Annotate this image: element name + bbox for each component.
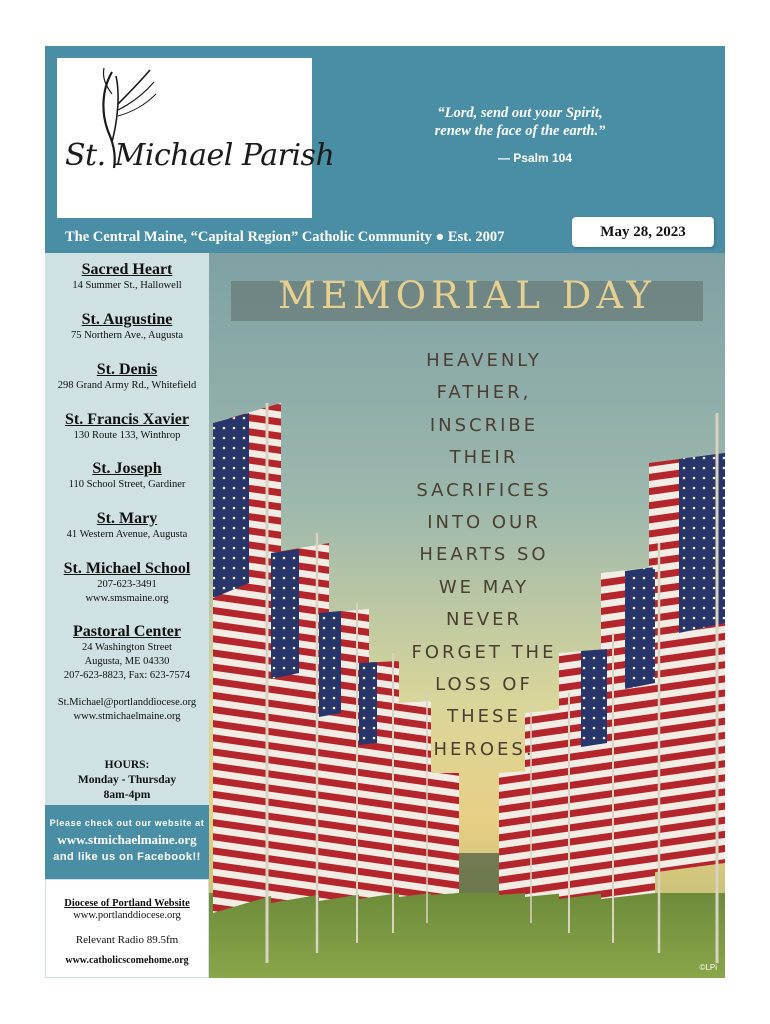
pastoral-center-street: 24 Washington Street (82, 642, 172, 653)
church-address: 14 Summer St., Hallowell (72, 280, 182, 291)
sidebar (45, 253, 209, 978)
pastoral-center-city: Augusta, ME 04330 (84, 656, 170, 667)
pastoral-center-email: St.Michael@portlanddiocese.org (57, 697, 197, 708)
related-links (45, 879, 209, 978)
logo-wordmark: St. Michael Parish (65, 138, 335, 173)
prayer-line: HEARTS SO (419, 544, 549, 566)
image-credit: ©LPi (699, 963, 717, 972)
poster-title: MEMORIAL DAY (278, 274, 656, 317)
website-link[interactable]: www.stmichaelmaine.org (57, 832, 197, 847)
prayer-line: THEIR (449, 447, 519, 469)
facebook-note: and like us on Facebook!! (53, 851, 201, 863)
church-name: Sacred Heart (81, 261, 173, 278)
prayer-line: FATHER, (436, 382, 532, 404)
prayer-line: WE MAY (438, 576, 530, 598)
church-name: St. Francis Xavier (65, 411, 189, 428)
prayer-line: INTO OUR (427, 512, 541, 534)
quote-source: — Psalm 104 (497, 151, 573, 165)
quote-line: renew the face of the earth.” (434, 123, 606, 139)
church-address: 130 Route 133, Winthrop (73, 430, 181, 441)
quote-line: “Lord, send out your Spirit, (437, 105, 603, 121)
hours-days: Monday - Thursday (77, 774, 177, 786)
hours-label: HOURS: (104, 759, 150, 771)
memorial-prayer (369, 345, 599, 766)
church-entry (45, 509, 209, 542)
school-name: St. Michael School (63, 560, 191, 577)
prayer-line: HEROES. (433, 738, 535, 760)
hours-time: 8am-4pm (103, 789, 151, 801)
prayer-line: HEAVENLY (426, 350, 542, 371)
header-band (45, 46, 725, 253)
church-address: 75 Northern Ave., Augusta (70, 330, 184, 341)
parish-tagline: The Central Maine, “Capital Region” Catholic Community ● Est. 2007 (65, 229, 505, 245)
pastoral-center-name: Pastoral Center (73, 623, 181, 640)
church-name: St. Joseph (92, 460, 162, 477)
prayer-line: INSCRIBE (429, 414, 539, 436)
radio-station: Relevant Radio 89.5fm (75, 934, 179, 946)
church-name: St. Denis (96, 361, 158, 378)
church-entry (45, 459, 209, 492)
parish-logo (57, 58, 335, 218)
prayer-line: FORGET THE (411, 641, 557, 663)
church-entry (45, 260, 209, 293)
church-entry (45, 410, 209, 443)
bulletin-date: May 28, 2023 (572, 217, 714, 247)
school-website: www.smsmaine.org (85, 593, 169, 604)
pastoral-center-phone: 207-623-8823, Fax: 623-7574 (63, 670, 191, 681)
office-hours (45, 758, 209, 803)
school-entry (45, 559, 209, 606)
website-intro: Please check out our website at (49, 818, 205, 828)
prayer-line: LOSS OF (435, 674, 533, 696)
catholics-come-home-link[interactable]: www.catholicscomehome.org (65, 955, 189, 966)
pastoral-center-website: www.stmichaelmaine.org (73, 711, 181, 722)
website-callout (45, 805, 209, 879)
diocese-title: Diocese of Portland Website (64, 898, 190, 909)
church-name: St. Mary (96, 510, 158, 527)
prayer-line: SACRIFICES (416, 479, 552, 501)
church-address: 110 School Street, Gardiner (68, 479, 186, 490)
church-entry (45, 310, 209, 343)
church-name: St. Augustine (81, 311, 173, 328)
scripture-quote (385, 104, 655, 140)
prayer-line: NEVER (445, 609, 523, 631)
diocese-link[interactable]: www.portlanddiocese.org (73, 910, 181, 921)
church-address: 41 Western Avenue, Augusta (66, 529, 188, 540)
bulletin-page (45, 46, 725, 978)
church-entry (45, 360, 209, 393)
pastoral-center (45, 622, 209, 724)
school-phone: 207-623-3491 (97, 579, 157, 590)
memorial-day-poster (209, 253, 725, 978)
prayer-line: THESE (447, 706, 521, 728)
church-address: 298 Grand Army Rd., Whitefield (57, 380, 197, 391)
